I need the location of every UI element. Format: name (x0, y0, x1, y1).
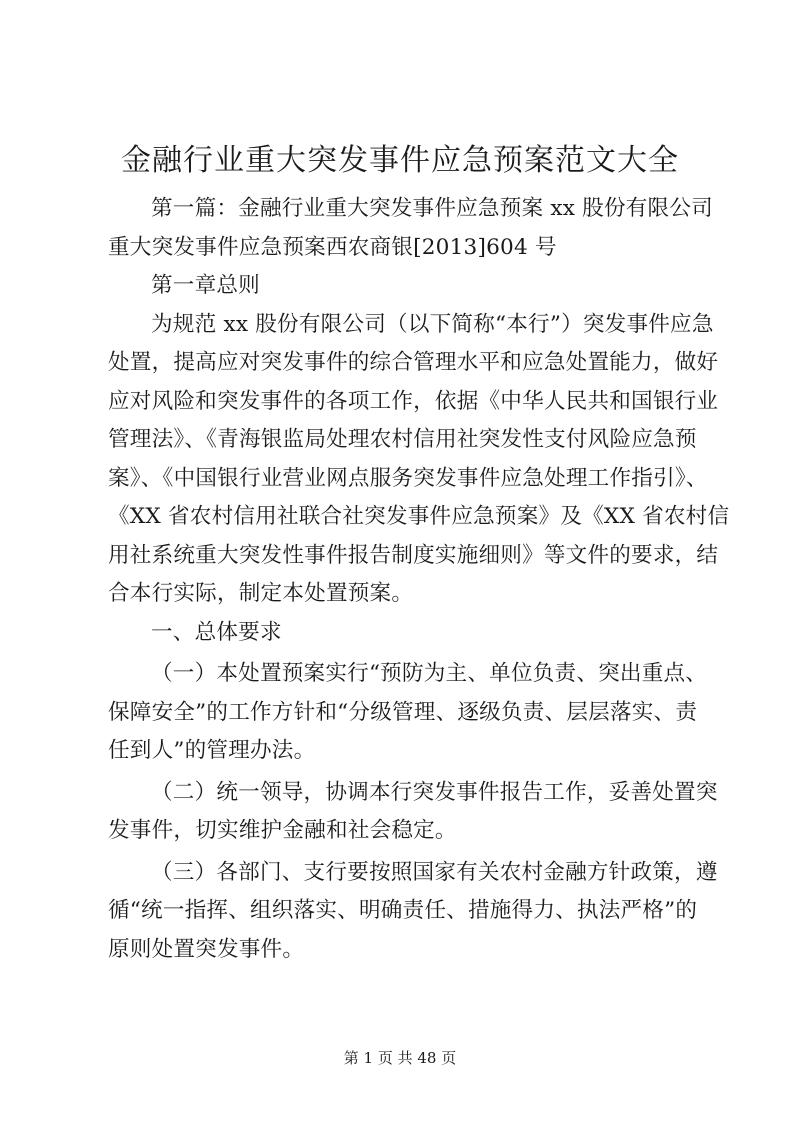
section-heading: 一、总体要求 (151, 619, 282, 645)
document-body (108, 190, 730, 969)
paragraph-line: 原则处置突发事件。 (108, 936, 305, 962)
document-title: 金融行业重大突发事件应急预案范文大全 (121, 143, 679, 178)
paragraph-line: 合本行实际，制定本处置预案。 (108, 581, 414, 606)
paragraph-line: 发事件，切实维护金融和社会稳定。 (108, 818, 457, 843)
paragraph-line: （一）本处置预案实行“预防为主、单位负责、突出重点、 (151, 661, 708, 686)
chapter-heading-line: 第一篇：金融行业重大突发事件应急预案 xx 股份有限公司 (151, 196, 713, 221)
paragraph-line: 应对风险和突发事件的各项工作，依据《中华人民共和国银行业 (108, 388, 719, 414)
paragraph-line: 循“统一指挥、组织落实、明确责任、措施得力、执法严格”的 (108, 898, 698, 923)
paragraph-line: 案》、《中国银行业营业网点服务突发事件应急处理工作指引》、 (108, 465, 708, 491)
paragraph-line: 处置，提高应对突发事件的综合管理水平和应急处置能力，做好 (108, 350, 719, 375)
paragraph-line: （二）统一领导，协调本行突发事件报告工作，妥善处置突 (151, 779, 718, 805)
paragraph-line: 管理法》、《青海银监局处理农村信用社突发性支付风险应急预 (108, 427, 697, 452)
paragraph-line: 保障安全”的工作方针和“分级管理、逐级负责、层层落实、责 (108, 699, 698, 725)
paragraph-line: 重大突发事件应急预案西农商银[2013]604 号 (108, 234, 557, 260)
paragraph-line: 用社系统重大突发性事件报告制度实施细则》等文件的要求，结 (108, 542, 719, 568)
page-footer: 第 1 页 共 48 页 (343, 1049, 457, 1067)
paragraph-line: 任到人”的管理办法。 (108, 738, 316, 763)
section-heading: 第一章总则 (151, 273, 260, 298)
paragraph-line: 为规范 xx 股份有限公司（以下简称“本行”）突发事件应急 (151, 311, 714, 337)
paragraph-line: （三）各部门、支行要按照国家有关农村金融方针政策，遵 (151, 859, 718, 885)
paragraph-line: 《XX 省农村信用社联合社突发事件应急预案》及《XX 省农村信 (108, 504, 730, 529)
